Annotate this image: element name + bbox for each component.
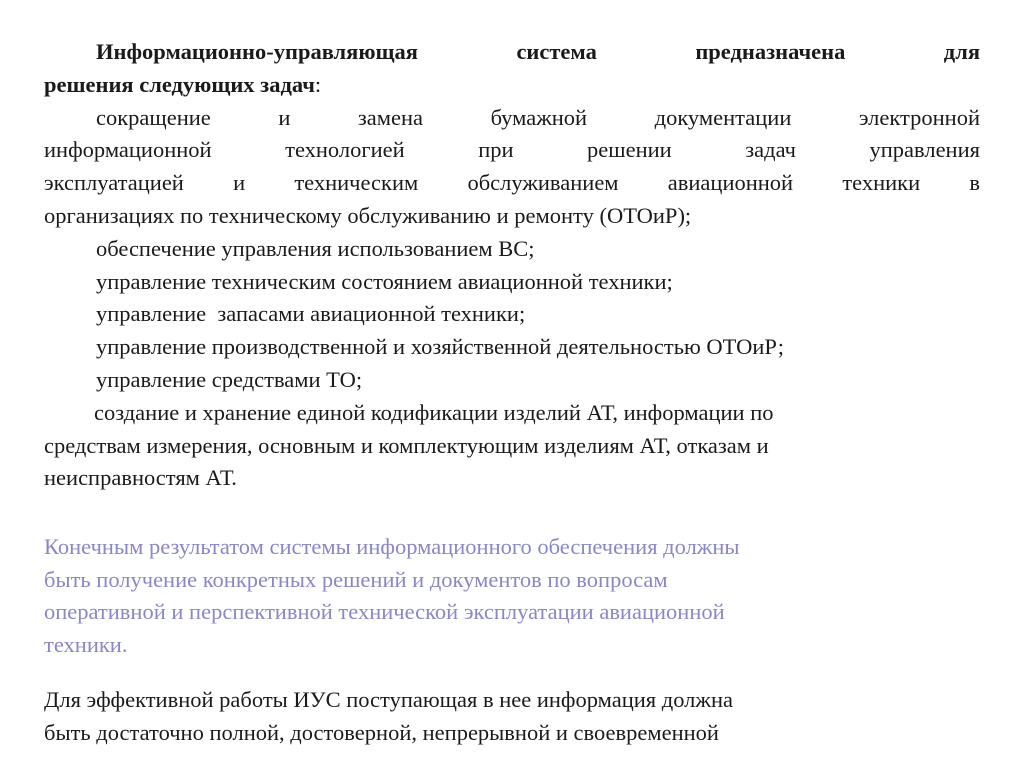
task1-line3: эксплуатацией и техническим обслуживанием авиационной техники в xyxy=(44,170,980,196)
intro-heading-text: решения следующих задач xyxy=(44,71,315,97)
intro-heading-line2 xyxy=(44,69,980,102)
result-line1: Конечным результатом системы информационного обеспечения должны xyxy=(44,534,740,559)
main-text-block xyxy=(44,36,980,495)
final-line2: быть достаточно полной, достоверной, непрерывной и своевременной xyxy=(44,719,719,745)
task7-line1: создание и хранение единой кодификации изделий АТ, информации по xyxy=(94,399,774,425)
intro-heading-colon: : xyxy=(314,71,322,97)
result-text-block xyxy=(44,531,980,661)
task5: управление производственной и хозяйственной деятельностью ОТОиР; xyxy=(96,334,784,360)
intro-heading-line1: Информационно-управляющая система предназначена для xyxy=(96,39,980,64)
task7-line2: средствам измерения, основным и комплектующим изделиям АТ, отказам и xyxy=(44,432,769,458)
task2: обеспечение управления использованием ВС; xyxy=(96,235,535,261)
task1-line4: организациях по техническому обслуживанию и ремонту (ОТОиР); xyxy=(44,202,692,228)
task1-line1: сокращение и замена бумажной документации электронной xyxy=(96,104,980,130)
task1-line2: информационной технологией при решении задач управления xyxy=(44,137,980,163)
result-line3: оперативной и перспективной технической эксплуатации авиационной xyxy=(44,599,725,624)
task4: управление запасами авиационной техники; xyxy=(96,301,526,327)
task6: управление средствами ТО; xyxy=(96,366,363,392)
final-line1: Для эффективной работы ИУС поступающая в нее информация должна xyxy=(44,687,733,712)
result-line2: быть получение конкретных решений и документов по вопросам xyxy=(44,566,668,592)
task3: управление техническим состоянием авиационной техники; xyxy=(96,268,673,294)
final-text-block xyxy=(44,684,980,750)
task7-line3: неисправностям АТ. xyxy=(44,465,237,491)
result-line4: техники. xyxy=(44,631,128,657)
